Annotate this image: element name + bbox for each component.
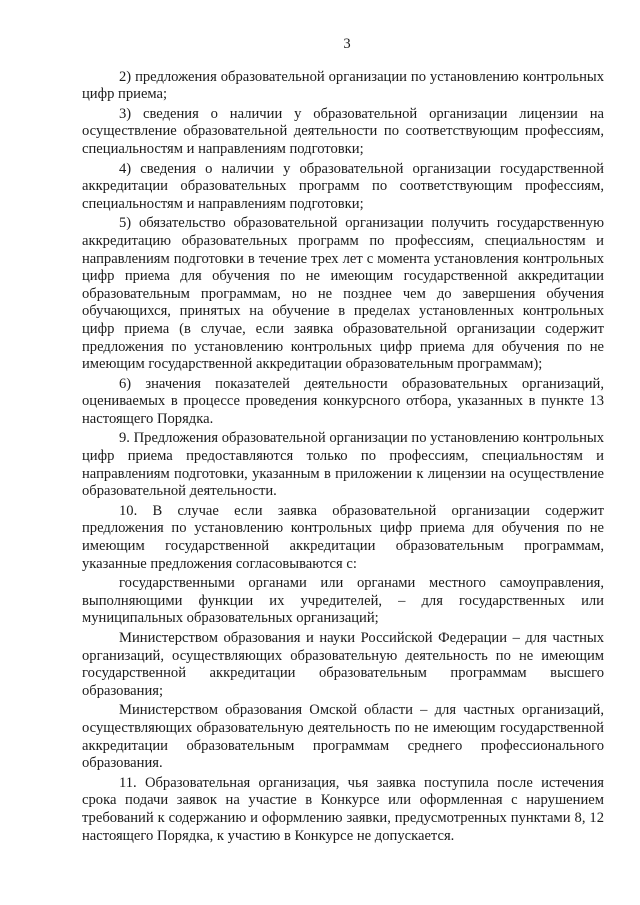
page-number: 3 — [343, 36, 351, 52]
clause-10-item-ministry-omsk: Министерством образования Омской области – для частных организаций, осуществляющих образовательную деятельность по не имеющим государственной аккредитации образовательным программам среднего профессионального образования. — [82, 702, 604, 772]
list-item-license-info: 3) сведения о наличии у образовательной организации лицензии на осуществление образовательной деятельности по соответствующим профессиям, специальностям и направлениям подготовки; — [82, 105, 604, 157]
list-item-proposals: 2) предложения образовательной организации по установлению контрольных цифр приема; — [82, 68, 604, 103]
clause-10-item-ministry-rf: Министерством образования и науки Российской Федерации – для частных организаций, осуществляющих образовательную деятельность по не имеющим государственной аккредитации образовательным программам высшего образования; — [82, 630, 604, 699]
clause-9: 9. Предложения образовательной организации по установлению контрольных цифр приема предоставляются только по профессиям, специальностям и направлениям подготовки, указанным в приложении к лицензии на осуществление образовательной деятельности. — [82, 430, 604, 500]
clause-10-item-state-bodies: государственными органами или органами местного самоуправления, выполняющими функции их учредителей, – для государственных или муниципальных образовательных организаций; — [82, 575, 604, 627]
clause-10: 10. В случае если заявка образовательной организации содержит предложения по установлению контрольных цифр приема для обучения по не имеющим государственной аккредитации образовательным программам, указанные предложения согласовываются с: — [82, 502, 604, 572]
document-page — [82, 36, 604, 847]
list-item-indicators: 6) значения показателей деятельности образовательных организаций, оцениваемых в процессе проведения конкурсного отбора, указанных в пункте 13 настоящего Порядка. — [82, 375, 604, 427]
list-item-obligation: 5) обязательство образовательной организации получить государственную аккредитацию образовательных программ по профессиям, специальностям и направлениям подготовки в течение трех лет с момента установления контрольных цифр приема для обучения по не имеющим государственной аккредитации образовательным программам, но не позднее чем до завершения обучения обучающихся, принятых на обучение в пределах установленных контрольных цифр приема (в случае, если заявка образовательной организации содержит предложения по установлению контрольных цифр приема для обучения по не имеющим государственной аккредитации образовательным программам); — [82, 215, 604, 373]
clause-11: 11. Образовательная организация, чья заявка поступила после истечения срока подачи заявок на участие в Конкурсе или оформленная с нарушением требований к содержанию и оформлению заявки, предусмотренных пунктами 8, 12 настоящего Порядка, к участию в Конкурсе не допускается. — [82, 774, 604, 844]
list-item-accreditation-info: 4) сведения о наличии у образовательной организации государственной аккредитации образовательных программ по соответствующим профессиям, специальностям и направлениям подготовки; — [82, 160, 604, 212]
